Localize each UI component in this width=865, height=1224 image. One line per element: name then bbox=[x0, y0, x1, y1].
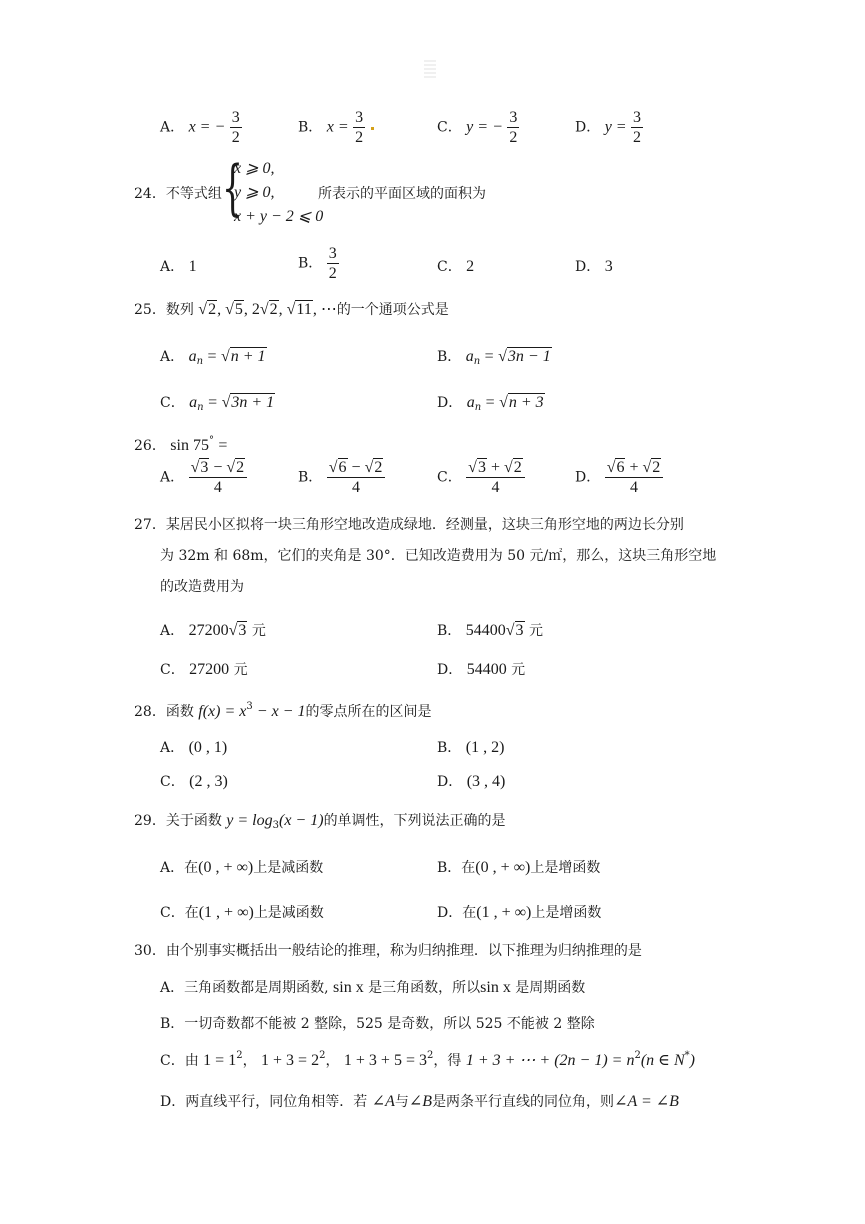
header-mark bbox=[424, 60, 436, 80]
q30-option-c: C．由 $1 = 1^2$， $1 + 3 = 2^2$， $1 + 3 + 5 = 3^2$，得 1 + 3 + ⋯ + $(2n - 1) = n^2(n$ ∈ N*) bbox=[160, 1050, 695, 1069]
q25-option-b: B． $a_n = √3n - 1$ bbox=[437, 348, 551, 367]
q24-stem-tail: 所表示的平面区域的面积为 bbox=[318, 186, 486, 202]
q30-stem: 30．由个别事实概括出一般结论的推理，称为归纳推理．以下推理为归纳推理的是 bbox=[134, 943, 642, 959]
q28-stem: 28．函数 $f(x) = x^3 - x - 1$的零点所在的区间是 bbox=[134, 701, 432, 720]
q28-option-d: D． (3 , 4) bbox=[437, 773, 506, 790]
q29-option-b: B．在(0 , + ∞)上是增函数 bbox=[437, 859, 601, 876]
q23-option-d: D． y = $\frac{3}{2}$ bbox=[575, 109, 642, 146]
q26-option-c: C． $\frac{√3 + √2}{4}$ bbox=[437, 458, 525, 497]
q26-option-b: B． $\frac{√6 - √2}{4}$ bbox=[298, 458, 385, 497]
q25-option-c: C． $a_n = √3n + 1$ bbox=[160, 394, 275, 413]
q24-ineq-1: x ⩾ 0, bbox=[234, 160, 275, 177]
q30-option-a: A．三角函数都是周期函数, sin x 是三角函数，所以sin x 是周期函数 bbox=[160, 979, 586, 996]
q24-option-a: A． 1 bbox=[160, 258, 197, 275]
q27-stem-line2: 为 32m 和 68m，它们的夹角是 30°．已知改造费用为 50 元/㎡，那么，这块三角形空地 bbox=[160, 548, 717, 564]
q27-option-b: B． 54400√3 元 bbox=[437, 622, 543, 639]
q27-stem-line1: 27．某居民小区拟将一块三角形空地改造成绿地．经测量，这块三角形空地的两边长分别 bbox=[134, 517, 684, 533]
q24-stem: 24．不等式组 bbox=[134, 186, 222, 202]
q29-option-d: D．在(1 , + ∞)上是增函数 bbox=[437, 904, 602, 921]
q23-option-a: A． x = − $\frac{3}{2}$ bbox=[160, 109, 240, 146]
q24-ineq-3: x + y − 2 ⩽ 0 bbox=[234, 208, 324, 225]
q29-option-c: C．在(1 , + ∞)上是减函数 bbox=[160, 904, 324, 921]
q24-option-d: D． 3 bbox=[575, 258, 613, 275]
q26-option-a: A． $\frac{√3 - √2}{4}$ bbox=[160, 458, 247, 497]
stray-dot bbox=[371, 127, 374, 130]
q29-stem: 29．关于函数 $y = \log_3(x - 1)$的单调性，下列说法正确的是 bbox=[134, 812, 506, 831]
q27-option-d: D． 54400 元 bbox=[437, 661, 526, 678]
q24-option-b: B． $\frac{3}{2}$ bbox=[298, 245, 337, 282]
q25-option-d: D． $a_n = √n + 3$ bbox=[437, 394, 544, 413]
q26-option-d: D． $\frac{√6 + √2}{4}$ bbox=[575, 458, 663, 497]
q29-option-a: A．在(0 , + ∞)上是减函数 bbox=[160, 859, 324, 876]
q23-option-c: C． y = − $\frac{3}{2}$ bbox=[437, 109, 518, 146]
q27-option-c: C． 27200 元 bbox=[160, 661, 248, 678]
q28-option-c: C． (2 , 3) bbox=[160, 773, 228, 790]
q25-option-a: A． $a_n = √n + 1$ bbox=[160, 348, 266, 367]
q28-option-b: B． (1 , 2) bbox=[437, 739, 505, 756]
q27-option-a: A． 27200√3 元 bbox=[160, 622, 266, 639]
q24-option-c: C． 2 bbox=[437, 258, 475, 275]
q27-stem-line3: 的改造费用为 bbox=[160, 579, 244, 595]
q30-option-d: D．两直线平行，同位角相等．若 ∠A与∠B是两条平行直线的同位角，则∠A = ∠B bbox=[160, 1093, 679, 1110]
q26-stem: 26． sin 75° = bbox=[134, 435, 228, 454]
q28-option-a: A． (0 , 1) bbox=[160, 739, 228, 756]
q24-ineq-2: y ⩾ 0, bbox=[234, 184, 275, 201]
q30-option-b: B．一切奇数都不能被 2 整除，525 是奇数，所以 525 不能被 2 整除 bbox=[160, 1016, 595, 1032]
q25-stem: 25．数列 √2, √5, 2√2, √11, ⋯的一个通项公式是 bbox=[134, 301, 449, 318]
q24-brace: { bbox=[222, 153, 244, 223]
q23-option-b: B． x = $\frac{3}{2}$ bbox=[298, 109, 364, 146]
